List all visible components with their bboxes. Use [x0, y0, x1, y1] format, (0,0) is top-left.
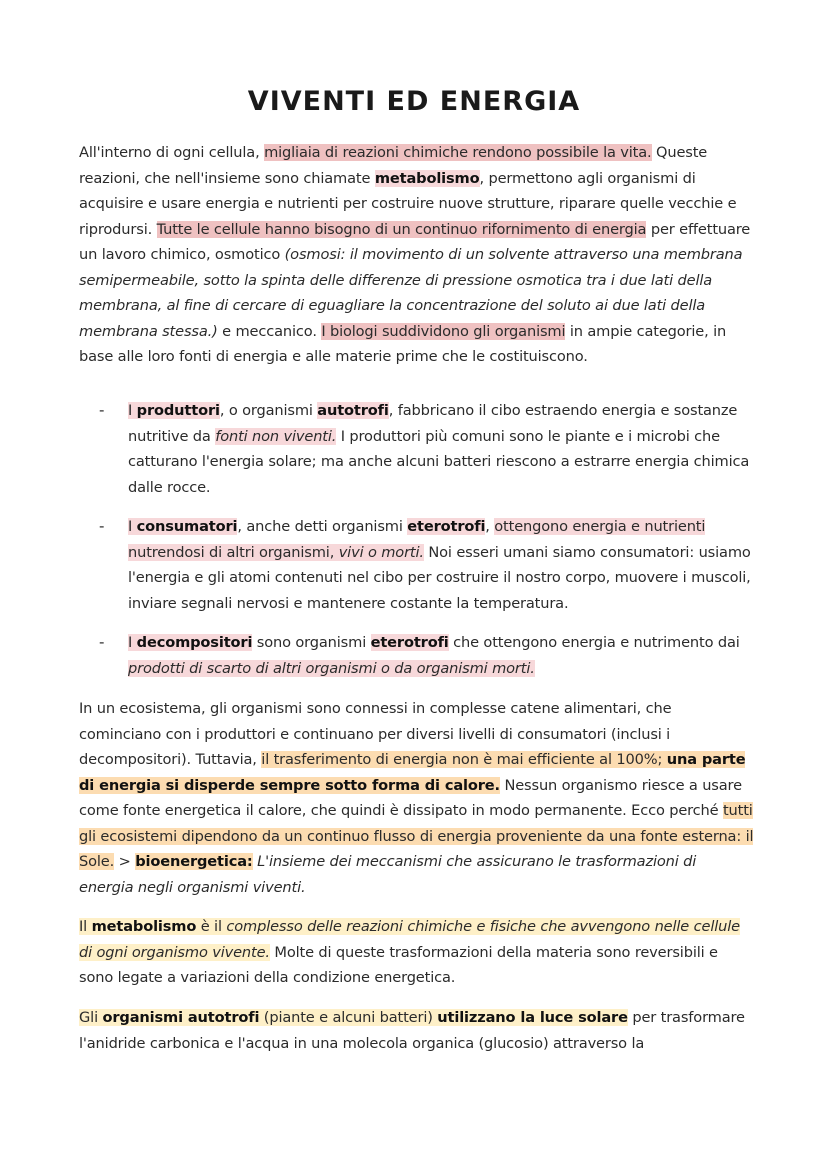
highlight: tutti gli ecosistemi dipendono da un continuo flusso di energia proveniente da una fonte esterna: il Sole. — [79, 802, 754, 870]
highlight — [437, 1009, 628, 1026]
keyword-eterotrofi: eterotrofi — [370, 634, 449, 651]
keyword-organismi-autotrofi: organismi autotrofi — [102, 1009, 260, 1026]
highlight: migliaia di reazioni chimiche rendono possibile la vita. — [264, 144, 652, 161]
highlight: vivi o morti. — [338, 543, 424, 561]
keyword-bioenergetica: bioenergetica: — [135, 853, 253, 870]
text: I — [128, 402, 137, 419]
text: che ottengono energia e nutrimento dai — [448, 634, 740, 651]
bullet-dash: - — [99, 633, 105, 651]
highlight: (piante e alcuni batteri) — [259, 1009, 438, 1026]
text: e meccanico. — [217, 322, 322, 340]
highlight — [128, 402, 220, 419]
highlight: fonti non viventi. — [215, 427, 337, 445]
text: , permettono agli organismi di acquisire e usare energia e nutrienti per costruire nuove strutture, riparare quelle vecchie e riprodursi. — [79, 169, 737, 238]
list-item-text — [128, 514, 753, 616]
highlight: il trasferimento di energia non è mai efficiente al 100%; — [261, 751, 667, 768]
keyword-autotrofi: autotrofi — [317, 402, 389, 419]
keyword-luce-solare: utilizzano la luce solare — [437, 1009, 628, 1026]
text: Molte di queste trasformazioni della materia sono reversibili e sono legate a variazioni della condizione energetica. — [79, 943, 718, 986]
text: per effettuare un lavoro chimico, osmotico — [79, 220, 751, 263]
list-item-text — [128, 398, 753, 500]
highlight: Il — [79, 918, 92, 935]
text: I — [128, 518, 137, 535]
text: All'interno di ogni cellula, — [79, 144, 265, 161]
text: , — [485, 518, 495, 535]
list-item-produttori — [99, 398, 759, 500]
list-item-text — [128, 630, 753, 681]
paragraph-metabolismo — [79, 914, 754, 991]
keyword-eterotrofi: eterotrofi — [407, 518, 486, 535]
keyword-metabolismo: metabolismo — [91, 918, 197, 935]
highlight: I biologi suddividono gli organismi — [321, 322, 566, 340]
paragraph-autotrofi — [79, 1005, 754, 1056]
page-title: VIVENTI ED ENERGIA — [247, 86, 581, 117]
highlight — [128, 634, 252, 651]
highlight — [92, 918, 197, 935]
highlight — [135, 853, 252, 870]
keyword-metabolismo: metabolismo — [374, 169, 480, 187]
highlight — [407, 518, 485, 535]
paragraph-ecosystem — [79, 696, 754, 900]
list-item-consumatori — [99, 514, 759, 616]
highlight — [371, 634, 449, 651]
text: , o organismi — [219, 402, 318, 419]
text: sono organismi — [252, 634, 371, 651]
highlight — [102, 1009, 259, 1026]
text: Nessun organismo riesce a usare come fonte energetica il calore, che quindi è dissipato in modo permanente. Ecco perché — [79, 776, 742, 819]
text: in ampie categorie, in base alle loro fonti di energia e alle materie prime che le costituiscono. — [79, 322, 727, 365]
text: Noi esseri umani siamo consumatori: usiamo l'energia e gli atomi contenuti nel cibo per costruire il nostro corpo, muovere i muscoli, inviare segnali nervosi e mantenere costante la temperatura. — [128, 543, 751, 612]
keyword-decompositori: decompositori — [136, 634, 253, 651]
text: I — [128, 634, 137, 651]
text: , fabbricano il cibo estraendo energia e sostanze nutritive da — [128, 402, 738, 445]
keyword-calore: una parte di energia si disperde sempre sotto forma di calore. — [79, 751, 746, 794]
bullet-dash: - — [99, 517, 105, 535]
bioenergetica-definition: L'insieme dei meccanismi che assicurano le trasformazioni di energia negli organismi viventi. — [79, 853, 697, 896]
text: > — [114, 853, 136, 870]
text: , anche detti organismi — [237, 518, 408, 535]
highlight: è il — [196, 918, 227, 935]
text: I produttori più comuni sono le piante e i microbi che catturano l'energia solare; ma anche alcuni batteri riescono a estrarre energia chimica dalle rocce. — [128, 427, 750, 496]
text: Queste reazioni, che nell'insieme sono chiamate — [79, 144, 708, 187]
bullet-dash: - — [99, 401, 105, 419]
highlight: complesso delle reazioni chimiche e fisiche che avvengono nelle cellule di ogni organismo vivente. — [79, 918, 740, 961]
highlight: Gli — [79, 1009, 103, 1026]
paragraph-intro — [79, 140, 754, 370]
keyword-produttori: produttori — [136, 402, 220, 419]
highlight: Tutte le cellule hanno bisogno di un continuo rifornimento di energia — [156, 220, 647, 238]
highlight: prodotti di scarto di altri organismi o da organismi morti. — [128, 659, 535, 677]
text: per trasformare l'anidride carbonica e l'acqua in una molecola organica (glucosio) attraverso la — [79, 1009, 745, 1052]
highlight — [375, 170, 480, 187]
highlight: ottengono energia e nutrienti nutrendosi di altri organismi, — [128, 518, 706, 561]
highlight — [317, 402, 388, 419]
osmosis-definition: (osmosi: il movimento di un solvente attraverso una membrana semipermeabile, sotto la spinta delle differenze di pressione osmotica tra i due lati della membrana, al fine di cercare di eguagliare la concentrazione del soluto ai due lati della membrana stessa.) — [79, 246, 743, 340]
text: In un ecosistema, gli organismi sono connessi in complesse catene alimentari, che cominciano con i produttori e continuano per diversi livelli di consumatori (inclusi i decompositori). Tuttavia, — [79, 700, 672, 768]
keyword-consumatori: consumatori — [136, 518, 238, 535]
list-item-decompositori — [99, 630, 759, 681]
highlight — [128, 518, 237, 535]
